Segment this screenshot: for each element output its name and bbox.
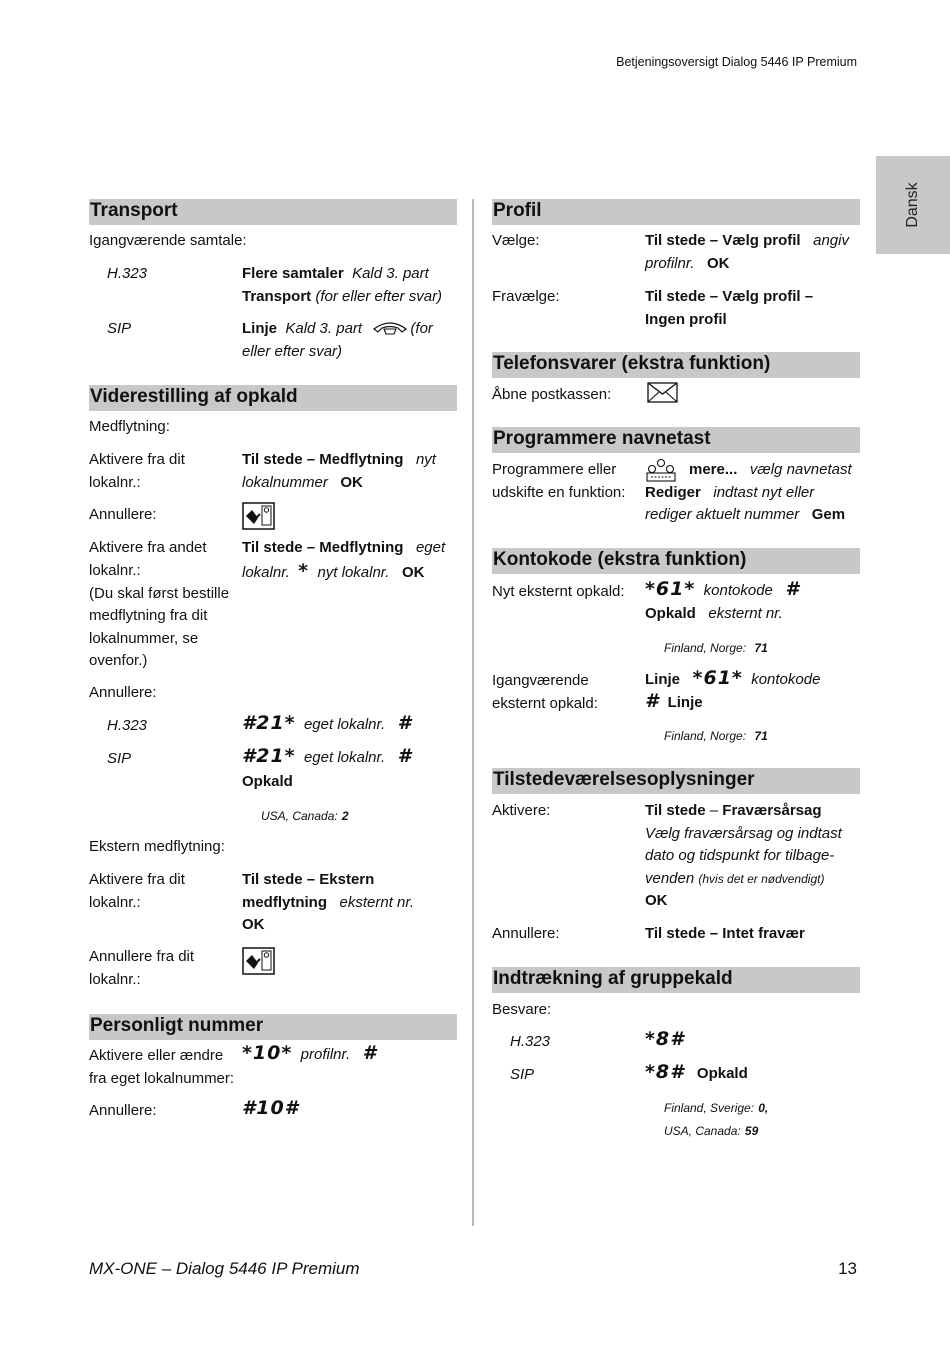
label-aktivere-3b: lokalnr.: xyxy=(89,894,141,911)
page-header: Betjeningsoversigt Dialog 5446 IP Premium xyxy=(616,55,857,69)
indtr-h323-code: *8# xyxy=(645,1028,685,1050)
handset-icon xyxy=(370,319,410,335)
label-prog-a: Programmere eller xyxy=(492,461,617,478)
aktivere-1-steps-2: lokalnummer OK xyxy=(242,474,363,491)
mail-icon xyxy=(647,382,678,403)
note-2c: (Du skal først bestille xyxy=(89,585,230,602)
label-igang-b: eksternt opkald: xyxy=(492,695,598,712)
sip-opkald: Opkald xyxy=(242,773,293,790)
tilst-steps-4: venden (hvis det er nødvendigt) xyxy=(645,870,825,887)
tilst-annullere-steps: Til stede – Intet fravær xyxy=(645,925,805,942)
footer-title: MX-ONE – Dialog 5446 IP Premium xyxy=(89,1259,360,1278)
section-header-indtraekning: Indtrækning af gruppekald xyxy=(492,967,860,993)
vaelge-steps-2: profilnr. OK xyxy=(645,255,730,272)
label-annullere-2: Annullere: xyxy=(89,684,157,701)
prog-steps-2: Rediger indtast nyt eller xyxy=(645,484,815,501)
indtr-note-2: USA, Canada: 59 xyxy=(664,1124,759,1138)
label-h323-2: H.323 xyxy=(107,717,148,734)
usa-note: USA, Canada: 2 xyxy=(261,809,349,823)
label-fravaelge: Fravælge: xyxy=(492,288,560,305)
star-key-icon: * xyxy=(298,560,310,582)
label-prog-b: udskifte en funktion: xyxy=(492,484,626,501)
aktivere-2-steps: Til stede – Medflytning eget xyxy=(242,539,446,556)
text-medflytning: Medflytning: xyxy=(89,418,170,435)
column-divider xyxy=(472,199,474,1226)
nyt-steps: *61* kontokode # xyxy=(645,578,800,600)
fravaelge-steps-2: Ingen profil xyxy=(645,311,727,328)
vaelge-steps: Til stede – Vælg profil angiv xyxy=(645,232,849,249)
konto-note-1: Finland, Norge: 71 xyxy=(664,641,768,655)
sip-steps: Linje Kald 3. part (for xyxy=(242,320,433,337)
label-tilst-aktivere: Aktivere: xyxy=(492,802,551,819)
label-aktivere-2b: lokalnr.: xyxy=(89,562,141,579)
tilst-ok: OK xyxy=(645,892,668,909)
prog-steps: mere... vælg navnetast xyxy=(689,461,852,478)
label-igang-a: Igangværende xyxy=(492,672,589,689)
aktivere-2-steps-2: lokalnr. * nyt lokalnr. OK xyxy=(242,560,425,582)
divert-key-icon xyxy=(242,502,275,530)
label-pers-annullere: Annullere: xyxy=(89,1102,157,1119)
note-2d: medflytning fra dit xyxy=(89,607,208,624)
konto-note-2: Finland, Norge: 71 xyxy=(664,729,768,743)
indtr-sip-code: *8# Opkald xyxy=(645,1061,748,1083)
contacts-icon xyxy=(645,458,677,482)
section-header-profil: Profil xyxy=(492,199,860,225)
aktivere-1-steps: Til stede – Medflytning nyt xyxy=(242,451,436,468)
igang-steps: Linje *61* kontokode xyxy=(645,667,821,689)
label-aktivere-1b: lokalnr.: xyxy=(89,474,141,491)
divert-key-icon-2 xyxy=(242,947,275,975)
label-nyt-eksternt: Nyt eksternt opkald: xyxy=(492,583,625,600)
section-header-viderestilling: Viderestilling af opkald xyxy=(89,385,457,411)
label-pers-a: Aktivere eller ændre xyxy=(89,1047,224,1064)
section-header-tilstedevaerelse: Tilstedeværelsesoplysninger xyxy=(492,768,860,794)
tilst-steps-2: Vælg fraværsårsag og indtast xyxy=(645,825,842,842)
language-tab-label: Dansk xyxy=(904,182,921,228)
sip-cancel-code: #21* eget lokalnr. # xyxy=(242,745,412,767)
label-tilst-annullere: Annullere: xyxy=(492,925,560,942)
aktivere-3-steps-2: medflytning eksternt nr. xyxy=(242,894,414,911)
label-besvare: Besvare: xyxy=(492,1001,552,1018)
aktivere-3-steps: Til stede – Ekstern xyxy=(242,871,375,888)
label-sip: SIP xyxy=(107,320,132,337)
section-header-kontokode: Kontokode (ekstra funktion) xyxy=(492,548,860,574)
label-sip-2: SIP xyxy=(107,750,132,767)
indtr-note-1: Finland, Sverige: 0, xyxy=(664,1101,769,1115)
h323-steps: Flere samtaler Kald 3. part xyxy=(242,265,429,282)
note-2f: ovenfor.) xyxy=(89,652,148,669)
label-h323: H.323 xyxy=(107,265,148,282)
label-aabne: Åbne postkassen: xyxy=(492,386,612,403)
tilst-steps: Til stede – Fraværsårsag xyxy=(645,802,822,819)
prog-steps-3: rediger aktuelt nummer Gem xyxy=(645,506,846,523)
aktivere-3-ok: OK xyxy=(242,916,265,933)
label-annullere-1: Annullere: xyxy=(89,506,157,523)
nyt-steps-2: Opkald eksternt nr. xyxy=(645,605,783,622)
label-pers-b: fra eget lokalnummer: xyxy=(89,1070,235,1087)
section-header-transport: Transport xyxy=(89,199,457,225)
section-header-programmere: Programmere navnetast xyxy=(492,427,860,453)
label-aktivere-1a: Aktivere fra dit xyxy=(89,451,185,468)
label-indtr-sip: SIP xyxy=(510,1066,535,1083)
pers-code: *10* profilnr. # xyxy=(242,1042,377,1064)
section-header-personligt: Personligt nummer xyxy=(89,1014,457,1040)
label-aktivere-3a: Aktivere fra dit xyxy=(89,871,185,888)
label-indtr-h323: H.323 xyxy=(510,1033,551,1050)
text-intro: Igangværende samtale: xyxy=(89,232,247,249)
label-aktivere-2a: Aktivere fra andet xyxy=(89,539,207,556)
page-number: 13 xyxy=(838,1259,857,1278)
pers-cancel-code: #10# xyxy=(242,1097,299,1119)
language-tab xyxy=(876,156,950,254)
label-vaelge: Vælge: xyxy=(492,232,540,249)
fravaelge-steps: Til stede – Vælg profil – xyxy=(645,288,814,305)
section-header-telefonsvarer: Telefonsvarer (ekstra funktion) xyxy=(492,352,860,378)
tilst-steps-3: dato og tidspunkt for tilbage- xyxy=(645,847,835,864)
label-annullere-3a: Annullere fra dit xyxy=(89,948,195,965)
h323-cancel-code: #21* eget lokalnr. # xyxy=(242,712,412,734)
text-ekstern: Ekstern medflytning: xyxy=(89,838,225,855)
label-annullere-3b: lokalnr.: xyxy=(89,971,141,988)
note-2e: lokalnummer, se xyxy=(89,630,199,647)
sip-steps-2: eller efter svar) xyxy=(242,343,343,360)
igang-steps-2: # Linje xyxy=(645,690,703,712)
h323-steps-2: Transport (for eller efter svar) xyxy=(242,288,443,305)
